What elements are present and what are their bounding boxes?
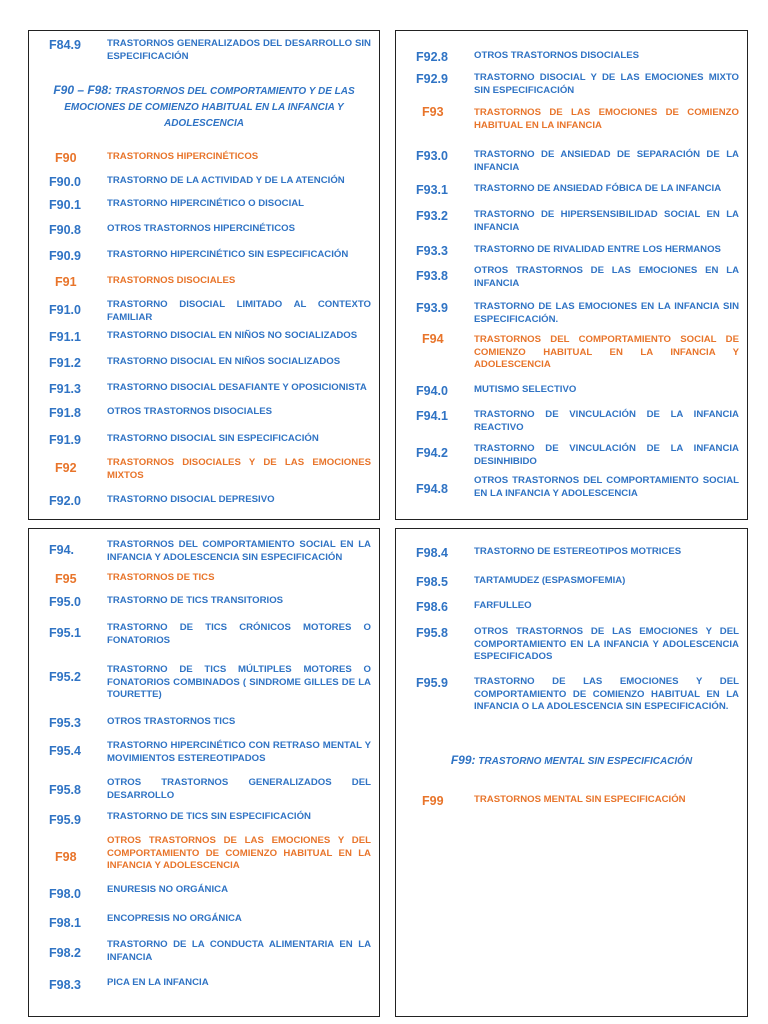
- entry-text: OTROS TRASTORNOS DEL COMPORTAMIENTO SOCIAL EN LA INFANCIA Y ADOLESCENCIA: [474, 475, 739, 499]
- entry-code: F95.4: [49, 744, 81, 758]
- entry-code: F93.8: [416, 269, 448, 283]
- entry-code: F95.3: [49, 716, 81, 730]
- entry-code: F93.9: [416, 301, 448, 315]
- entry-text: TRASTORNOS GENERALIZADOS DEL DESARROLLO SIN ESPECIFICACIÓN: [107, 38, 371, 62]
- entry-code: F84.9: [49, 38, 81, 52]
- entry-text: TRASTORNO DE ANSIEDAD DE SEPARACIÓN DE LA INFANCIA: [474, 149, 739, 173]
- entry-code: F95.9: [49, 813, 81, 827]
- entry-text: TARTAMUDEZ (ESPASMOFEMIA): [474, 575, 626, 586]
- entry-code: F95.9: [416, 676, 448, 690]
- entry-code: F92.8: [416, 50, 448, 64]
- entry-text: TRASTORNO DISOCIAL Y DE LAS EMOCIONES MIXTO SIN ESPECIFICACIÓN: [474, 72, 739, 96]
- entry-text: TRASTORNOS DE LAS EMOCIONES DE COMIENZO HABITUAL EN LA INFANCIA: [474, 107, 739, 131]
- entry-text: PICA EN LA INFANCIA: [107, 977, 209, 988]
- entry-text: ENURESIS NO ORGÁNICA: [107, 884, 228, 895]
- heading-code: F99:: [450, 753, 476, 767]
- entry-text: TRASTORNO DE TICS SIN ESPECIFICACIÓN: [107, 811, 311, 822]
- panel-top-left: [28, 30, 380, 520]
- entry-text: TRASTORNOS DEL COMPORTAMIENTO SOCIAL EN LA INFANCIA Y ADOLESCENCIA SIN ESPECIFICACIÓN: [107, 539, 371, 563]
- entry-text: TRASTORNO DISOCIAL EN NIÑOS SOCIALIZADOS: [107, 356, 341, 367]
- entry-text: OTROS TRASTORNOS DE LAS EMOCIONES EN LA INFANCIA: [474, 265, 739, 289]
- panel-top-right: [395, 30, 748, 520]
- entry-code: F92: [55, 461, 77, 475]
- entry-text: TRASTORNO DISOCIAL LIMITADO AL CONTEXTO FAMILIAR: [107, 299, 371, 323]
- entry-text: TRASTORNO DISOCIAL SIN ESPECIFICACIÓN: [107, 433, 319, 444]
- entry-code: F92.0: [49, 494, 81, 508]
- entry-code: F94.0: [416, 384, 448, 398]
- entry-code: F93.2: [416, 209, 448, 223]
- entry-code: F92.9: [416, 72, 448, 86]
- entry-text: TRASTORNO DE ESTEREOTIPOS MOTRICES: [474, 546, 682, 557]
- heading-code: F90 – F98:: [53, 83, 113, 97]
- entry-text: TRASTORNO DE VINCULACIÓN DE LA INFANCIA DESINHIBIDO: [474, 443, 739, 467]
- entry-code: F91.8: [49, 406, 81, 420]
- entry-code: F98.6: [416, 600, 448, 614]
- entry-code: F98.0: [49, 887, 81, 901]
- entry-text: TRASTORNO HIPERCINÉTICO O DISOCIAL: [107, 198, 305, 209]
- entry-text: TRASTORNO DE RIVALIDAD ENTRE LOS HERMANOS: [474, 244, 721, 255]
- entry-code: F95.8: [416, 626, 448, 640]
- entry-code: F95: [55, 572, 77, 586]
- entry-text: TRASTORNOS DEL COMPORTAMIENTO SOCIAL DE COMIENZO HABITUAL EN LA INFANCIA Y ADOLESCENCIA: [474, 334, 739, 370]
- entry-code: F90.9: [49, 249, 81, 263]
- entry-code: F93.1: [416, 183, 448, 197]
- entry-code: F98.5: [416, 575, 448, 589]
- entry-text: TRASTORNO DE VINCULACIÓN DE LA INFANCIA REACTIVO: [474, 409, 739, 433]
- entry-code: F98.1: [49, 916, 81, 930]
- entry-code: F98: [55, 850, 77, 864]
- entry-code: F98.2: [49, 946, 81, 960]
- entry-text: OTROS TRASTORNOS GENERALIZADOS DEL DESARROLLO: [107, 777, 371, 801]
- entry-text: TRASTORNOS DE TICS: [107, 572, 215, 583]
- entry-code: F94: [422, 332, 444, 346]
- entry-text: OTROS TRASTORNOS HIPERCINÉTICOS: [107, 223, 295, 234]
- entry-code: F90.8: [49, 223, 81, 237]
- entry-code: F93: [422, 105, 444, 119]
- entry-text: MUTISMO SELECTIVO: [474, 384, 577, 395]
- panel-bottom-left: [28, 528, 380, 1017]
- entry-text: TRASTORNOS DISOCIALES Y DE LAS EMOCIONES MIXTOS: [107, 457, 371, 481]
- entry-text: TRASTORNO DISOCIAL EN NIÑOS NO SOCIALIZADOS: [107, 330, 358, 341]
- entry-text: TRASTORNO DISOCIAL DEPRESIVO: [107, 494, 275, 505]
- entry-code: F94.: [49, 543, 75, 557]
- entry-code: F91.3: [49, 382, 81, 396]
- entry-text: OTROS TRASTORNOS DE LAS EMOCIONES Y DEL COMPORTAMIENTO DE COMIENZO HABITUAL EN LA INFANCIA Y ADOLESCENCIA: [107, 835, 371, 871]
- entry-code: F93.0: [416, 149, 448, 163]
- entry-code: F95.2: [49, 670, 81, 684]
- entry-text: TRASTORNO DE LAS EMOCIONES Y DEL COMPORTAMIENTO DE COMIENZO HABITUAL EN LA INFANCIA O LA ADOLESCENCIA SIN ESPECIFICACIÓN.: [474, 676, 739, 712]
- entry-code: F90.1: [49, 198, 81, 212]
- panel-bottom-right: [395, 528, 748, 1017]
- entry-text: TRASTORNO DISOCIAL DESAFIANTE Y OPOSICIONISTA: [107, 382, 367, 393]
- entry-text: TRASTORNOS HIPERCINÉTICOS: [107, 151, 259, 162]
- entry-text: OTROS TRASTORNOS DISOCIALES: [107, 406, 273, 417]
- entry-code: F90.0: [49, 175, 81, 189]
- entry-text: TRASTORNOS DISOCIALES: [107, 275, 236, 286]
- entry-text: OTROS TRASTORNOS DISOCIALES: [474, 50, 640, 61]
- entry-text: TRASTORNO DE LA CONDUCTA ALIMENTARIA EN LA INFANCIA: [107, 939, 371, 963]
- section-heading-f99: [396, 753, 747, 767]
- entry-code: F91.9: [49, 433, 81, 447]
- entry-text: TRASTORNO DE LA ACTIVIDAD Y DE LA ATENCIÓN: [107, 175, 345, 186]
- entry-text: TRASTORNO HIPERCINÉTICO SIN ESPECIFICACIÓN: [107, 249, 349, 260]
- entry-text: TRASTORNO DE LAS EMOCIONES EN LA INFANCIA SIN ESPECIFICACIÓN.: [474, 301, 739, 325]
- group-heading-f90-f98: [43, 82, 365, 132]
- entry-text: ENCOPRESIS NO ORGÁNICA: [107, 913, 242, 924]
- entry-text: TRASTORNO HIPERCINÉTICO CON RETRASO MENTAL Y MOVIMIENTOS ESTEREOTIPADOS: [107, 740, 371, 764]
- entry-code: F93.3: [416, 244, 448, 258]
- entry-code: F94.1: [416, 409, 448, 423]
- entry-text: TRASTORNOS MENTAL SIN ESPECIFICACIÓN: [474, 794, 686, 805]
- heading-text: TRASTORNOS DEL COMPORTAMIENTO Y DE LAS EMOCIONES DE COMIENZO HABITUAL EN LA INFANCIA Y ADOLESCENCIA: [64, 86, 355, 129]
- entry-code: F91.0: [49, 303, 81, 317]
- entry-code: F98.3: [49, 978, 81, 992]
- entry-code: F94.2: [416, 446, 448, 460]
- entry-text: TRASTORNO DE TICS TRANSITORIOS: [107, 595, 284, 606]
- entry-code: F90: [55, 151, 77, 165]
- entry-code: F95.0: [49, 595, 81, 609]
- entry-text: TRASTORNO DE TICS CRÓNICOS MOTORES O FONATORIOS: [107, 622, 371, 646]
- entry-code: F91.2: [49, 356, 81, 370]
- entry-code: F94.8: [416, 482, 448, 496]
- entry-text: TRASTORNO DE ANSIEDAD FÓBICA DE LA INFANCIA: [474, 183, 722, 194]
- entry-code: F98.4: [416, 546, 448, 560]
- entry-text: TRASTORNO DE HIPERSENSIBILIDAD SOCIAL EN LA INFANCIA: [474, 209, 739, 233]
- entry-code: F91: [55, 275, 77, 289]
- entry-text: TRASTORNO DE TICS MÚLTIPLES MOTORES O FONATORIOS COMBINADOS ( SINDROME GILLES DE LA TOURETTE): [107, 664, 371, 700]
- entry-code: F95.8: [49, 783, 81, 797]
- entry-code: F99: [422, 794, 444, 808]
- entry-code: F91.1: [49, 330, 81, 344]
- heading-text: TRASTORNO MENTAL SIN ESPECIFICACIÓN: [475, 756, 693, 767]
- entry-text: OTROS TRASTORNOS DE LAS EMOCIONES Y DEL COMPORTAMIENTO EN LA INFANCIA Y ADOLESCENCIA ESPECIFICADOS: [474, 626, 739, 662]
- entry-text: FARFULLEO: [474, 600, 532, 611]
- entry-text: OTROS TRASTORNOS TICS: [107, 716, 236, 727]
- entry-code: F95.1: [49, 626, 81, 640]
